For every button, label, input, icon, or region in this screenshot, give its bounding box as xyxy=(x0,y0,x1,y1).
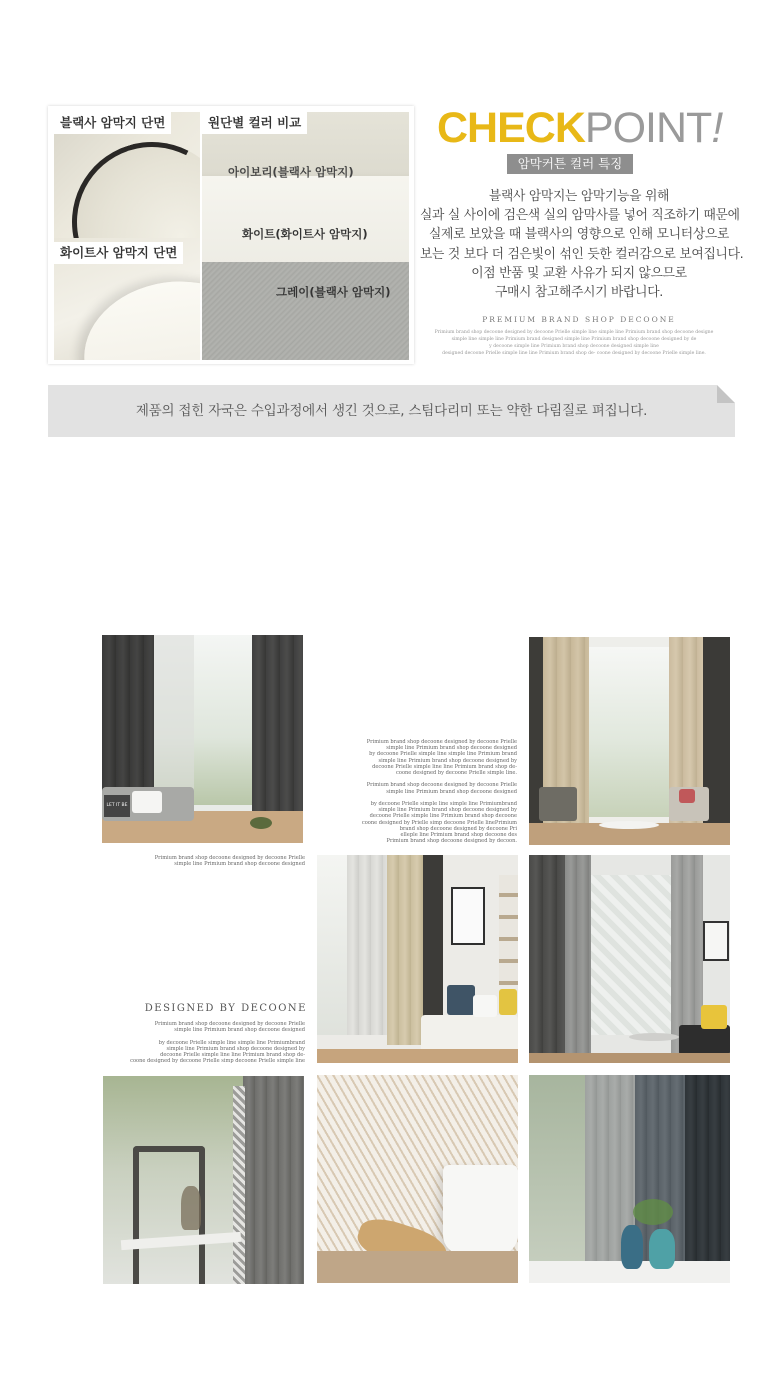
description-line: 실제로 보았을 때 블랙사의 영향으로 인해 모니터상으로 xyxy=(428,227,730,243)
gallery-text-block-top xyxy=(316,739,517,844)
micro-line: Primium brand shop decoone designed by decoone Prielle xyxy=(366,739,517,745)
micro-line: simple line Primium brand shop decoone designed by xyxy=(378,807,517,814)
patterned-sheer xyxy=(233,1086,245,1284)
feature-badge: 암막커튼 컬러 특징 xyxy=(507,154,633,174)
table-surface xyxy=(317,1251,518,1283)
description-line: 보는 것 보다 더 검은빛이 섞인 듯한 컬러감으로 보여집니다. xyxy=(420,246,744,262)
gallery-photo-lattice-sheer xyxy=(317,1075,518,1283)
gallery-photo-chair xyxy=(103,1076,304,1284)
window-light xyxy=(589,647,669,817)
sheer-curtain xyxy=(347,855,387,1035)
curtain-gray xyxy=(243,1076,304,1284)
yellow-pillow xyxy=(701,1005,727,1029)
micro-line: decoone Prielle simple line line Primium brand shop de- xyxy=(160,1052,305,1059)
brand-line: PREMIUM BRAND SHOP DECOONE xyxy=(482,315,676,324)
sheer-curtain xyxy=(154,635,194,811)
white-pillow xyxy=(132,791,162,813)
micro-line: decoone Prielle simple line Primium brand shop decoone xyxy=(369,813,517,820)
glass-vase xyxy=(181,1186,201,1230)
micro-line: elleple line Primium brand shop decoone des xyxy=(400,832,517,839)
micro-line: Primium brand shop decoone designed by decoon. xyxy=(386,838,517,845)
micro-line: by decoone Prielle simple line simple line Primiumbrand xyxy=(370,801,517,808)
micro-line: brand shop decoone designed by decoone Pri xyxy=(399,825,517,832)
brand-small-line: y decoone simple line Primium brand shop decoone designed simple line xyxy=(489,344,659,349)
brand-small-line: simple line simple line Primium brand designed simple line Primium brand shop decoone designed by de xyxy=(451,337,697,342)
plant-leaves xyxy=(633,1199,673,1225)
notice-text: 제품의 접힌 자국은 수입과정에서 생긴 것으로, 스팀다리미 또는 약한 다림질로 펴집니다. xyxy=(135,403,648,419)
bookshelf xyxy=(499,875,518,985)
wood-floor xyxy=(317,1049,518,1063)
whiteout-fabric-section-photo xyxy=(54,238,200,360)
teal-vase xyxy=(649,1229,675,1269)
leather-sofa xyxy=(679,1025,730,1055)
blackout-fabric-curl xyxy=(54,121,200,240)
description-line: 구매시 참고해주시기 바랍니다. xyxy=(494,285,664,301)
checkpoint-title-mark: ! xyxy=(711,104,723,152)
micro-line: simple line Primium brand shop decoone designed xyxy=(174,1027,305,1034)
micro-line: coone designed by decoone Prielle simp decoone Prielle simple line xyxy=(130,1058,305,1065)
checkpoint-title-light: POINT xyxy=(584,104,712,152)
brand-small-text xyxy=(424,329,724,357)
navy-pillow xyxy=(447,985,475,1015)
micro-line: coone designed by Prielle simp decoone Prielle linePrimium xyxy=(361,819,517,826)
curtain-beige xyxy=(387,855,423,1045)
color-compare-photo xyxy=(202,112,409,360)
micro-line: Primium brand shop decoone designed by decoone Prielle xyxy=(154,1021,305,1027)
fabric-comparison-panel xyxy=(48,106,414,364)
coffee-cup xyxy=(443,1165,518,1255)
micro-line: simple line Primium brand shop decoone designed xyxy=(386,745,517,752)
color-compare-label: 원단별 컬러 비교 xyxy=(202,112,307,134)
description-line: 블랙사 암막지는 암막기능을 위해 xyxy=(488,189,670,204)
gallery-text-block-mid xyxy=(102,855,305,867)
wall-frame xyxy=(451,887,485,945)
lattice-window xyxy=(591,875,671,1035)
blue-vase xyxy=(621,1225,643,1269)
curtain-navy xyxy=(685,1075,730,1283)
side-table xyxy=(629,1033,679,1041)
brand-small-line: Primium brand shop decoone designed by decoone Prielle simple line simple line Primium brand shop decoone designe xyxy=(434,330,714,335)
gallery-photo-vases xyxy=(529,1075,730,1283)
ivory-fabric-label: 아이보리(블랙사 암막지) xyxy=(228,165,354,179)
whiteout-section-label: 화이트사 암막지 단면 xyxy=(54,242,183,264)
gallery-text-block-bottom xyxy=(100,1021,305,1064)
plant xyxy=(250,817,272,829)
description-line: 이점 반품 및 교환 사유가 되지 않으므로 xyxy=(471,265,687,281)
checkpoint-title-strong: CHECK xyxy=(437,104,585,152)
gallery-photo-living-room-beige xyxy=(529,637,730,845)
micro-line: Primium brand shop decoone designed by decoone Prielle xyxy=(154,855,305,861)
pillow-text: LET IT BE xyxy=(104,795,130,817)
gallery-photo-gray-curtain xyxy=(529,855,730,1063)
micro-line: simple line Primium brand shop decoone designed by xyxy=(166,1045,305,1052)
gray-fabric-fold xyxy=(202,262,409,360)
armchair-left xyxy=(539,787,577,821)
yellow-pillow xyxy=(499,989,517,1015)
gallery-photo-white-sofa xyxy=(317,855,518,1063)
wood-floor xyxy=(529,1053,730,1063)
whiteout-fabric-curl xyxy=(75,270,200,360)
gallery-photo-living-room-dark xyxy=(102,635,303,843)
micro-line: simple line Primium brand shop decoone designed xyxy=(174,861,305,868)
micro-line: simple line Primium brand shop decoone designed by xyxy=(378,757,517,764)
blackout-section-label: 블랙사 암막지 단면 xyxy=(54,112,171,134)
color-description xyxy=(420,187,744,302)
red-pillow xyxy=(679,789,695,803)
description-line: 실과 실 사이에 검은색 실의 암막사를 넣어 직조하기 때문에 xyxy=(420,208,740,224)
curtain-charcoal-left xyxy=(529,855,565,1055)
micro-line: Primium brand shop decoone designed by decoone Prielle xyxy=(366,782,517,789)
designed-by-title: DESIGNED BY DECOONE xyxy=(144,1003,307,1014)
micro-line: by decoone Prielle simple line simple line Primium brand xyxy=(369,751,517,758)
gray-fabric-label: 그레이(블랙사 암막지) xyxy=(276,285,391,299)
white-fabric-label: 화이트(화이트사 암막지) xyxy=(242,227,368,241)
checkpoint-title xyxy=(437,104,722,152)
wall-frame xyxy=(703,921,729,961)
micro-line: by decoone Prielle simple line simple line Primiumbrand xyxy=(158,1039,305,1046)
curtain-gray xyxy=(565,855,591,1055)
dot-pillow xyxy=(473,995,497,1017)
micro-line: coone designed by decoone Prielle simple line. xyxy=(396,770,517,777)
curtain-charcoal-left xyxy=(102,635,154,811)
brand-small-line: designed decoone Prielle simple line line Primium brand shop de- coone designed by decoone Prielle simple line. xyxy=(442,351,706,356)
curtain-charcoal-right xyxy=(252,635,303,811)
micro-line: simple line Primium brand shop decoone designed xyxy=(386,788,517,795)
round-table xyxy=(599,821,659,829)
micro-line: decoone Prielle simple line line Primium brand shop de- xyxy=(372,763,517,770)
notice-bar xyxy=(48,385,735,437)
blackout-fabric-section-photo xyxy=(54,112,200,240)
